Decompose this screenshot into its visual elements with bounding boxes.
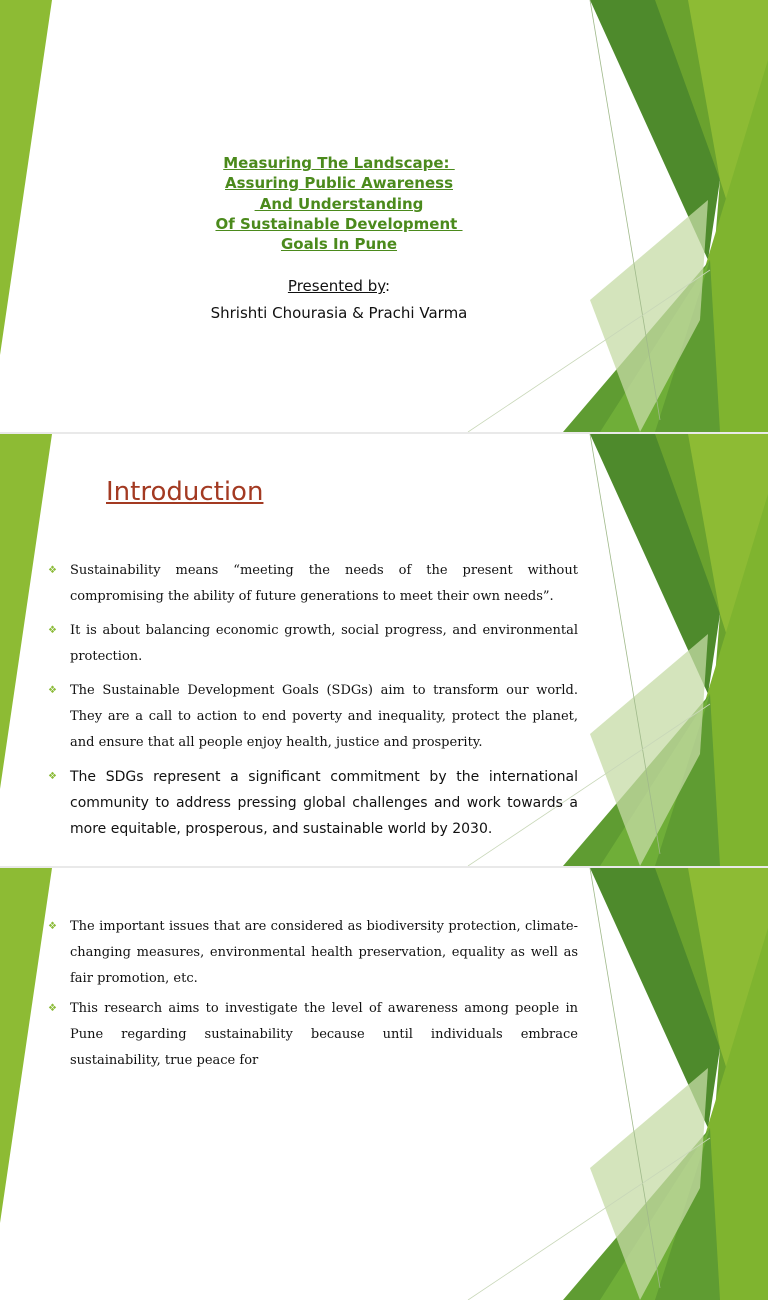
title-line: Measuring The Landscape:	[223, 154, 455, 172]
presented-by-label: Presented by	[287, 277, 386, 295]
bullet-text: The SDGs represent a significant commitment by the international community to address pressing global challenges and work towards a more equitable, prosperous, and sustainable world by 2030.	[70, 769, 578, 837]
presented-by	[190, 277, 488, 295]
diamond-bullet-icon: ❖	[48, 565, 57, 576]
diamond-bullet-icon: ❖	[48, 625, 57, 636]
content-slide	[0, 868, 768, 1300]
diamond-bullet-icon: ❖	[48, 1003, 57, 1014]
slide-heading: Introduction	[106, 477, 264, 507]
presented-by-colon: :	[385, 277, 391, 295]
bullet-item	[46, 914, 578, 992]
title-line: Of Sustainable Development	[215, 214, 463, 233]
bullet-item	[46, 996, 578, 1074]
diamond-bullet-icon: ❖	[48, 921, 57, 932]
title-line: And Understanding	[254, 194, 424, 213]
introduction-slide	[0, 434, 768, 866]
diamond-bullet-icon: ❖	[48, 685, 57, 696]
bullet-item	[46, 678, 578, 756]
title-line: Assuring Public Awareness	[225, 174, 453, 193]
bullet-list	[46, 558, 578, 842]
bullet-text: The important issues that are considered as biodiversity protection, climate-changing measures, environmental health preservation, equality as well as fair promotion, etc.	[70, 919, 578, 986]
author-names: Shrishti Chourasia & Prachi Varma	[210, 304, 468, 322]
bullet-text: Sustainability means “meeting the needs of the present without compromising the ability of future generations to meet their own needs”.	[70, 563, 578, 604]
title-line: Goals In Pune	[280, 235, 398, 254]
bullet-item	[46, 764, 578, 842]
bullet-list	[46, 914, 578, 1074]
title-slide	[0, 0, 768, 432]
bullet-item	[46, 558, 578, 610]
presentation-title	[190, 153, 488, 254]
bullet-text: This research aims to investigate the level of awareness among people in Pune regarding sustainability because until individuals embrace sustainability, true peace for	[70, 1001, 578, 1068]
bullet-item	[46, 618, 578, 670]
bullet-text: It is about balancing economic growth, social progress, and environmental protection.	[70, 623, 578, 664]
diamond-bullet-icon: ❖	[48, 771, 57, 782]
bullet-text: The Sustainable Development Goals (SDGs) aim to transform our world. They are a call to action to end poverty and inequality, protect the planet, and ensure that all people enjoy health, justice and prosperity.	[70, 683, 578, 750]
